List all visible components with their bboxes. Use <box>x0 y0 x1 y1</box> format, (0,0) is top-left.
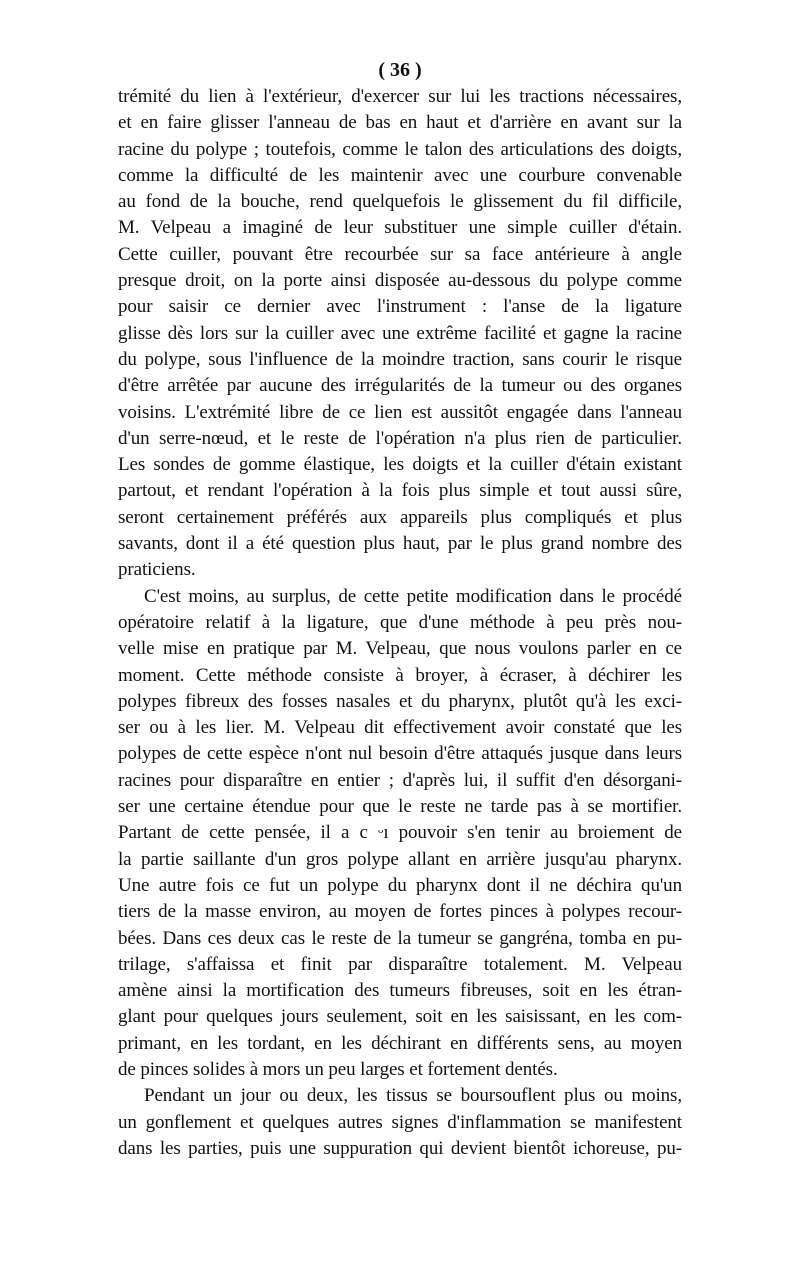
text-line: au fond de la bouche, rend quelquefois le glissement du fil difficile, <box>118 191 682 213</box>
paragraph <box>118 1083 682 1162</box>
text-line: polypes fibreux des fosses nasales et du pharynx, plutôt qu'à les exci- <box>118 690 682 712</box>
text-line: d'être arrêtée par aucune des irrégularités de la tumeur ou des organes <box>118 375 682 397</box>
text-line: de pinces solides à mors un peu larges et fortement dentés. <box>118 1058 558 1080</box>
text-line: la partie saillante d'un gros polype allant en arrière jusqu'au pharynx. <box>118 848 682 870</box>
text-line: glant pour quelques jours seulement, soit en les saisissant, en les com- <box>118 1006 682 1028</box>
text-line: M. Velpeau a imaginé de leur substituer une simple cuiller d'étain. <box>118 217 682 239</box>
text-line: bées. Dans ces deux cas le reste de la tumeur se gangréna, tomba en pu- <box>118 927 682 949</box>
page-number: ( 36 ) <box>378 59 422 81</box>
text-line: racines pour disparaître en entier ; d'après lui, il suffit d'en désorgani- <box>118 769 682 791</box>
text-line: primant, en les tordant, en les déchirant en différents sens, au moyen <box>118 1032 682 1054</box>
text-line: dans les parties, puis une suppuration qui devient bientôt ichoreuse, pu- <box>118 1137 682 1159</box>
text-line: savants, dont il a été question plus haut, par le plus grand nombre des <box>118 533 682 555</box>
text-line: d'un serre-nœud, et le reste de l'opération n'a plus rien de particulier. <box>118 427 682 449</box>
text-line: comme la difficulté de les maintenir avec une courbure convenable <box>118 164 682 186</box>
text-line: velle mise en pratique par M. Velpeau, que nous voulons parler en ce <box>118 638 682 660</box>
paragraph <box>118 84 682 584</box>
text-line: partout, et rendant l'opération à la fois plus simple et tout aussi sûre, <box>118 480 682 502</box>
text-line: pour saisir ce dernier avec l'instrument : l'anse de la ligature <box>118 296 682 318</box>
text-line: Pendant un jour ou deux, les tissus se boursouflent plus ou moins, <box>144 1085 682 1107</box>
text-line: Une autre fois ce fut un polype du pharynx dont il ne déchira qu'un <box>118 874 682 896</box>
paragraph <box>118 584 682 1084</box>
text-line: Partant de cette pensée, il a c ᵕı pouvoir s'en tenir au broiement de <box>118 822 682 844</box>
text-line: voisins. L'extrémité libre de ce lien est aussitôt engagée dans l'anneau <box>118 401 682 423</box>
text-line: ser ou à les lier. M. Velpeau dit effectivement avoir constaté que les <box>118 717 682 739</box>
text-line: et en faire glisser l'anneau de bas en haut et d'arrière en avant sur la <box>118 112 682 134</box>
text-line: un gonflement et quelques autres signes d'inflammation se manifestent <box>118 1111 682 1133</box>
text-line: trilage, s'affaissa et finit par disparaître totalement. M. Velpeau <box>118 953 682 975</box>
text-line: Cette cuiller, pouvant être recourbée sur sa face antérieure à angle <box>118 243 682 265</box>
text-line: praticiens. <box>118 559 196 581</box>
text-line: glisse dès lors sur la cuiller avec une extrême facilité et gagne la racine <box>118 322 682 344</box>
text-line: C'est moins, au surplus, de cette petite modification dans le procédé <box>144 585 682 607</box>
text-line: racine du polype ; toutefois, comme le talon des articulations des doigts, <box>118 138 682 160</box>
text-line: polypes de cette espèce n'ont nul besoin d'être attaqués jusque dans leurs <box>118 743 682 765</box>
text-line: seront certainement préférés aux appareils plus compliqués et plus <box>118 506 682 528</box>
text-line: ser une certaine étendue pour que le reste ne tarde pas à se mortifier. <box>118 796 682 818</box>
text-line: amène ainsi la mortification des tumeurs fibreuses, soit en les étran- <box>118 980 682 1002</box>
text-line: presque droit, on la porte ainsi disposée au-dessous du polype comme <box>118 270 682 292</box>
text-line: trémité du lien à l'extérieur, d'exercer sur lui les tractions nécessaires, <box>118 86 682 107</box>
text-line: tiers de la masse environ, au moyen de fortes pinces à polypes recour- <box>118 901 682 923</box>
text-line: moment. Cette méthode consiste à broyer, à écraser, à déchirer les <box>118 664 682 686</box>
text-line: opératoire relatif à la ligature, que d'une méthode à peu près nou- <box>118 611 682 633</box>
text-line: du polype, sous l'influence de la moindre traction, sans courir le risque <box>118 348 682 370</box>
text-line: Les sondes de gomme élastique, les doigts et la cuiller d'étain existant <box>118 454 682 476</box>
body-text <box>118 84 682 1162</box>
